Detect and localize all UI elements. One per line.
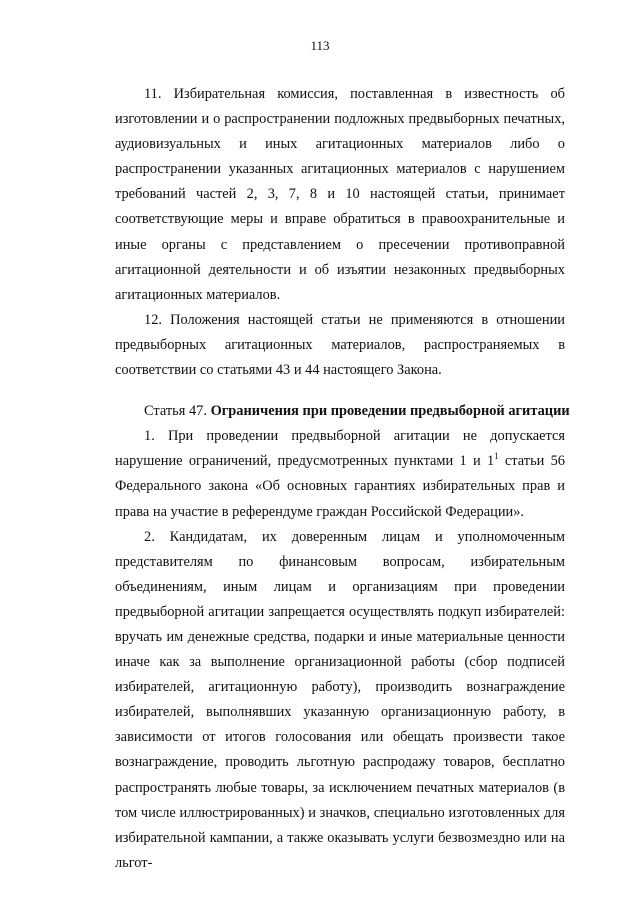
article-number: Статья 47. xyxy=(144,403,207,420)
page-number: 113 xyxy=(310,38,330,53)
paragraph-1-text-start: 1. При проведении предвыборной агитации не допускается нарушение ограничений, предусмотренных пунктами 1 и 1 xyxy=(115,428,565,470)
paragraph-1-text-end: статьи 56 Федерального закона «Об основных гарантиях избирательных прав и права на участие в референдуме граждан Российской Федерации». xyxy=(115,453,565,520)
article-paragraph-2: 2. Кандидатам, их доверенным лицам и уполномоченным представителям по финансовым вопросам, избирательным объединениям, иным лицам и организациям при проведении предвыборной агитации запрещается осуществлять подкуп избирателей: вручать им денежные средства, подарки и иные материальные ценности иначе как за выполнение организационной работы (сбор подписей избирателей, агитационную работу), производить вознаграждение избирателей, выполнявших указанную организационную работу, в зависимости от итогов голосования или обещать произвести такое вознаграждение, проводить льготную распродажу товаров, бесплатно распространять любые товары, за исключением печатных материалов (в том числе иллюстрированных) и значков, специально изготовленных для избирательной кампании, а также оказывать услуги безвозмездно или на льгот- xyxy=(115,528,565,871)
document-body xyxy=(115,82,570,876)
paragraph-11: 11. Избирательная комиссия, поставленная в известность об изготовлении и о распространении подложных предвыборных печатных, аудиовизуальных и иных агитационных материалов либо о распространении указанных агитационных материалов с нарушением требований частей 2, 3, 7, 8 и 10 настоящей статьи, принимает соответствующие меры и вправе обратиться в правоохранительные и иные органы с представлением о пресечении противоправной агитационной деятельности и об изъятии незаконных предвыборных агитационных материалов. xyxy=(115,86,565,303)
superscript-marker: 1 xyxy=(494,451,499,462)
article-title: Ограничения при проведении предвыборной агитации xyxy=(210,403,570,420)
paragraph-12: 12. Положения настоящей статьи не применяются в отношении предвыборных агитационных материалов, распространяемых в соответствии со статьями 43 и 44 настоящего Закона. xyxy=(115,311,565,379)
article-paragraph-1 xyxy=(115,424,565,524)
article-heading xyxy=(115,399,570,424)
